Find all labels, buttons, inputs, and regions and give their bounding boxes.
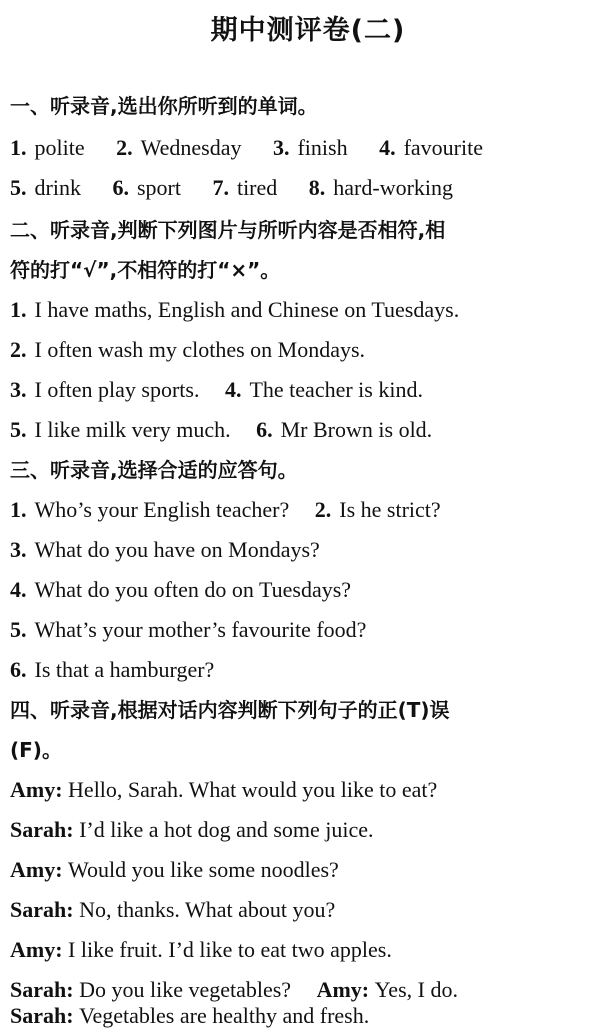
section2-row2	[10, 330, 610, 370]
section2-item: 2. I often wash my clothes on Mondays.	[10, 337, 366, 362]
word-item: 2. Wednesday	[116, 135, 242, 160]
dialogue-line: Amy: I like fruit. I’d like to eat two apples.	[10, 937, 392, 962]
section3-row2	[10, 530, 610, 570]
section3-item: 3. What do you have on Mondays?	[10, 537, 320, 562]
word-item: 4. favourite	[379, 135, 483, 160]
section3-item: 1. Who’s your English teacher?	[10, 497, 290, 522]
dialogue-line: Amy: Yes, I do.	[316, 977, 458, 1002]
word-item: 5. drink	[10, 175, 81, 200]
section3-row3	[10, 570, 610, 610]
section3-item: 5. What’s your mother’s favourite food?	[10, 617, 367, 642]
section3-item: 4. What do you often do on Tuesdays?	[10, 577, 352, 602]
speaker-name: Sarah	[10, 817, 67, 842]
section2-item: 6. Mr Brown is old.	[256, 417, 433, 442]
word-item: 8. hard-working	[308, 175, 454, 200]
section3-row4	[10, 610, 610, 650]
speaker-name: Sarah	[10, 1003, 67, 1028]
speaker-name: Sarah	[10, 897, 67, 922]
section2-row4	[10, 410, 610, 450]
section2-item: 4. The teacher is kind.	[224, 377, 423, 402]
section2-item: 3. I often play sports.	[10, 377, 200, 402]
dialogue-line: Amy: Hello, Sarah. What would you like to eat?	[10, 777, 438, 802]
section3-item: 2. Is he strict?	[314, 497, 441, 522]
section1-words-row1	[10, 128, 610, 168]
section1-words-row2	[10, 168, 610, 208]
speaker-name: Sarah	[10, 977, 67, 1002]
section4-heading-line2: (F)。	[10, 738, 62, 762]
speaker-name: Amy	[10, 777, 56, 802]
section3-row5	[10, 650, 610, 690]
section2-row3	[10, 370, 610, 410]
dialogue-line: Sarah: Vegetables are healthy and fresh.	[10, 1003, 370, 1028]
dialogue-line: Sarah: I’d like a hot dog and some juice.	[10, 817, 374, 842]
speaker-name: Amy	[10, 857, 56, 882]
section1-heading: 一、听录音,选出你所听到的单词。	[10, 94, 318, 118]
section2-item: 5. I like milk very much.	[10, 417, 231, 442]
dialogue-line: Sarah: Do you like vegetables?	[10, 977, 292, 1002]
page-title: 期中测评卷(二)	[210, 15, 406, 46]
word-item: 6. sport	[112, 175, 181, 200]
dialogue-line: Sarah: No, thanks. What about you?	[10, 897, 336, 922]
section3-item: 6. Is that a hamburger?	[10, 657, 215, 682]
section3-row1	[10, 490, 610, 530]
section2-item: 1. I have maths, English and Chinese on Tuesdays.	[10, 297, 460, 322]
section4-heading-line1: 四、听录音,根据对话内容判断下列句子的正(T)误	[10, 698, 450, 722]
speaker-name: Amy	[10, 937, 56, 962]
word-item: 3. finish	[272, 135, 348, 160]
section2-heading-line2: 符的打“√”,不相符的打“×”。	[10, 258, 281, 282]
section3-heading: 三、听录音,选择合适的应答句。	[10, 458, 298, 482]
word-item: 7. tired	[212, 175, 278, 200]
speaker-name: Amy	[316, 977, 362, 1002]
section2-heading-line1: 二、听录音,判断下列图片与所听内容是否相符,相	[10, 218, 446, 242]
word-item: 1. polite	[10, 135, 85, 160]
dialogue-line: Amy: Would you like some noodles?	[10, 857, 339, 882]
